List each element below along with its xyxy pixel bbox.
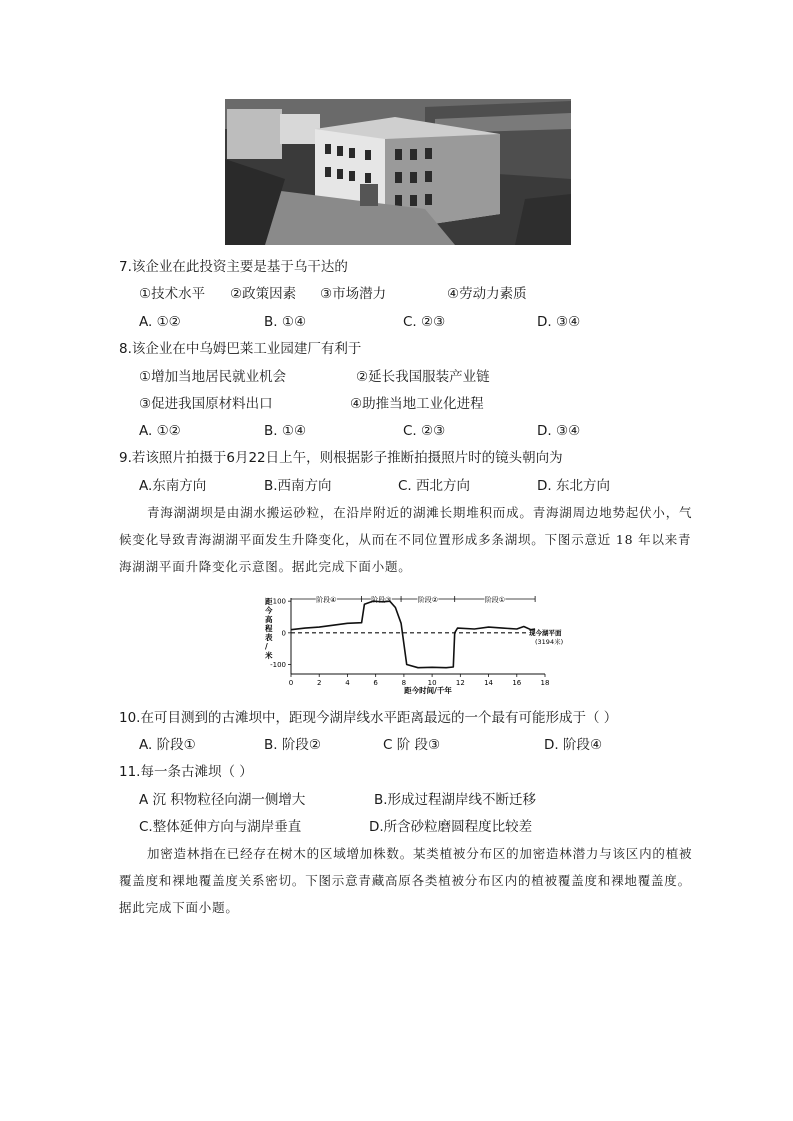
x-tick-label: 6 xyxy=(373,679,378,687)
question-9-stem: 9.若该照片拍摄于6月22日上午，则根据影子推断拍摄照片时的镜头朝向为 xyxy=(119,450,563,466)
x-tick-label: 8 xyxy=(401,679,407,687)
present-lake-level-label: 现今湖平面 xyxy=(529,628,562,637)
x-tick-label: 18 xyxy=(540,679,550,687)
question-8-item-4: ④助推当地工业化进程 xyxy=(350,396,484,412)
question-9-choice-a: A.东南方向 xyxy=(139,478,207,494)
y-tick-label: 0 xyxy=(281,629,286,638)
stage-label: 阶段④ xyxy=(316,596,337,604)
question-11-choice-c: C.整体延伸方向与湖岸垂直 xyxy=(139,819,302,835)
question-11-choice-a: A 沉 积物粒径向湖一侧增大 xyxy=(139,792,306,808)
factory-building-photo xyxy=(225,99,571,245)
question-7-item-3: ③市场潜力 xyxy=(320,286,387,302)
stage-label: 阶段③ xyxy=(371,596,392,604)
x-tick-label: 12 xyxy=(455,679,465,687)
question-10-choice-d: D. 阶段④ xyxy=(544,737,603,753)
question-7-item-2: ②政策因素 xyxy=(230,286,297,302)
passage-qinghai-lake: 青海湖湖坝是由湖水搬运砂粒，在沿岸附近的湖滩长期堆积而成。青海湖周边地势起伏小，气候变化导致青海湖湖平面发生升降变化，从而在不同位置形成多条湖坝。下图示意近 18 年以来青海湖湖平面升降变化示意图。据此完成下面小题。 xyxy=(119,505,693,574)
lake-level-series-line xyxy=(291,601,535,668)
present-lake-level-sublabel: (3194米) xyxy=(535,637,564,646)
question-9-choice-c: C. 西北方向 xyxy=(398,478,471,494)
x-tick-label: 4 xyxy=(345,679,350,687)
question-10-choice-c: C 阶 段③ xyxy=(383,737,441,753)
x-axis-label: 距今时间/千年 xyxy=(404,686,452,695)
question-7-item-1: ①技术水平 xyxy=(139,286,206,302)
x-tick-label: 2 xyxy=(316,679,322,687)
passage-afforestation: 加密造林指在已经存在树木的区域增加株数。某类植被分布区的加密造林潜力与该区内的植被覆盖度和裸地覆盖度关系密切。下图示意青藏高原各类植被分布区内的植被覆盖度和裸地覆盖度。据此完成下面小题。 xyxy=(119,846,693,915)
question-7-choice-d: D. ③④ xyxy=(537,314,581,330)
question-11-choice-d: D.所含砂粒磨圆程度比较差 xyxy=(369,819,533,835)
question-11-stem: 11.每一条古滩坝（ ） xyxy=(119,764,253,780)
question-7-choice-c: C. ②③ xyxy=(403,314,446,330)
x-tick-label: 16 xyxy=(512,679,522,687)
y-tick-label: 100 xyxy=(272,597,286,606)
question-10-choice-b: B. 阶段② xyxy=(264,737,321,753)
question-10-choice-a: A. 阶段① xyxy=(139,737,196,753)
question-10-stem: 10.在可目测到的古滩坝中，距现今湖岸线水平距离最远的一个最有可能形成于（ ） xyxy=(119,710,618,726)
question-8-choice-a: A. ①② xyxy=(139,423,181,439)
question-7-item-4: ④劳动力素质 xyxy=(447,286,527,302)
question-9-choice-b: B.西南方向 xyxy=(264,478,332,494)
stage-label: 阶段① xyxy=(484,596,506,604)
y-tick-label: -100 xyxy=(270,661,286,669)
question-8-choice-b: B. ①④ xyxy=(264,423,307,439)
question-8-choice-c: C. ②③ xyxy=(403,423,446,439)
x-tick-label: 10 xyxy=(427,679,437,687)
question-7-choice-b: B. ①④ xyxy=(264,314,307,330)
question-8-item-1: ①增加当地居民就业机会 xyxy=(139,369,287,385)
question-7-stem: 7.该企业在此投资主要是基于乌干达的 xyxy=(119,259,348,275)
question-8-choice-d: D. ③④ xyxy=(537,423,581,439)
y-axis-label: 距今高程表/米 xyxy=(265,597,273,660)
question-8-stem: 8.该企业在中乌姆巴莱工业园建厂有利于 xyxy=(119,341,362,357)
question-7-choice-a: A. ①② xyxy=(139,314,181,330)
question-8-item-3: ③促进我国原材料出口 xyxy=(139,396,273,412)
stage-label: 阶段② xyxy=(417,596,439,604)
lake-level-chart xyxy=(255,592,564,697)
question-9-choice-d: D. 东北方向 xyxy=(537,478,610,494)
x-tick-label: 14 xyxy=(484,679,494,687)
question-8-item-2: ②延长我国服装产业链 xyxy=(356,369,490,385)
question-11-choice-b: B.形成过程湖岸线不断迁移 xyxy=(374,792,537,808)
x-tick-label: 0 xyxy=(288,679,294,687)
